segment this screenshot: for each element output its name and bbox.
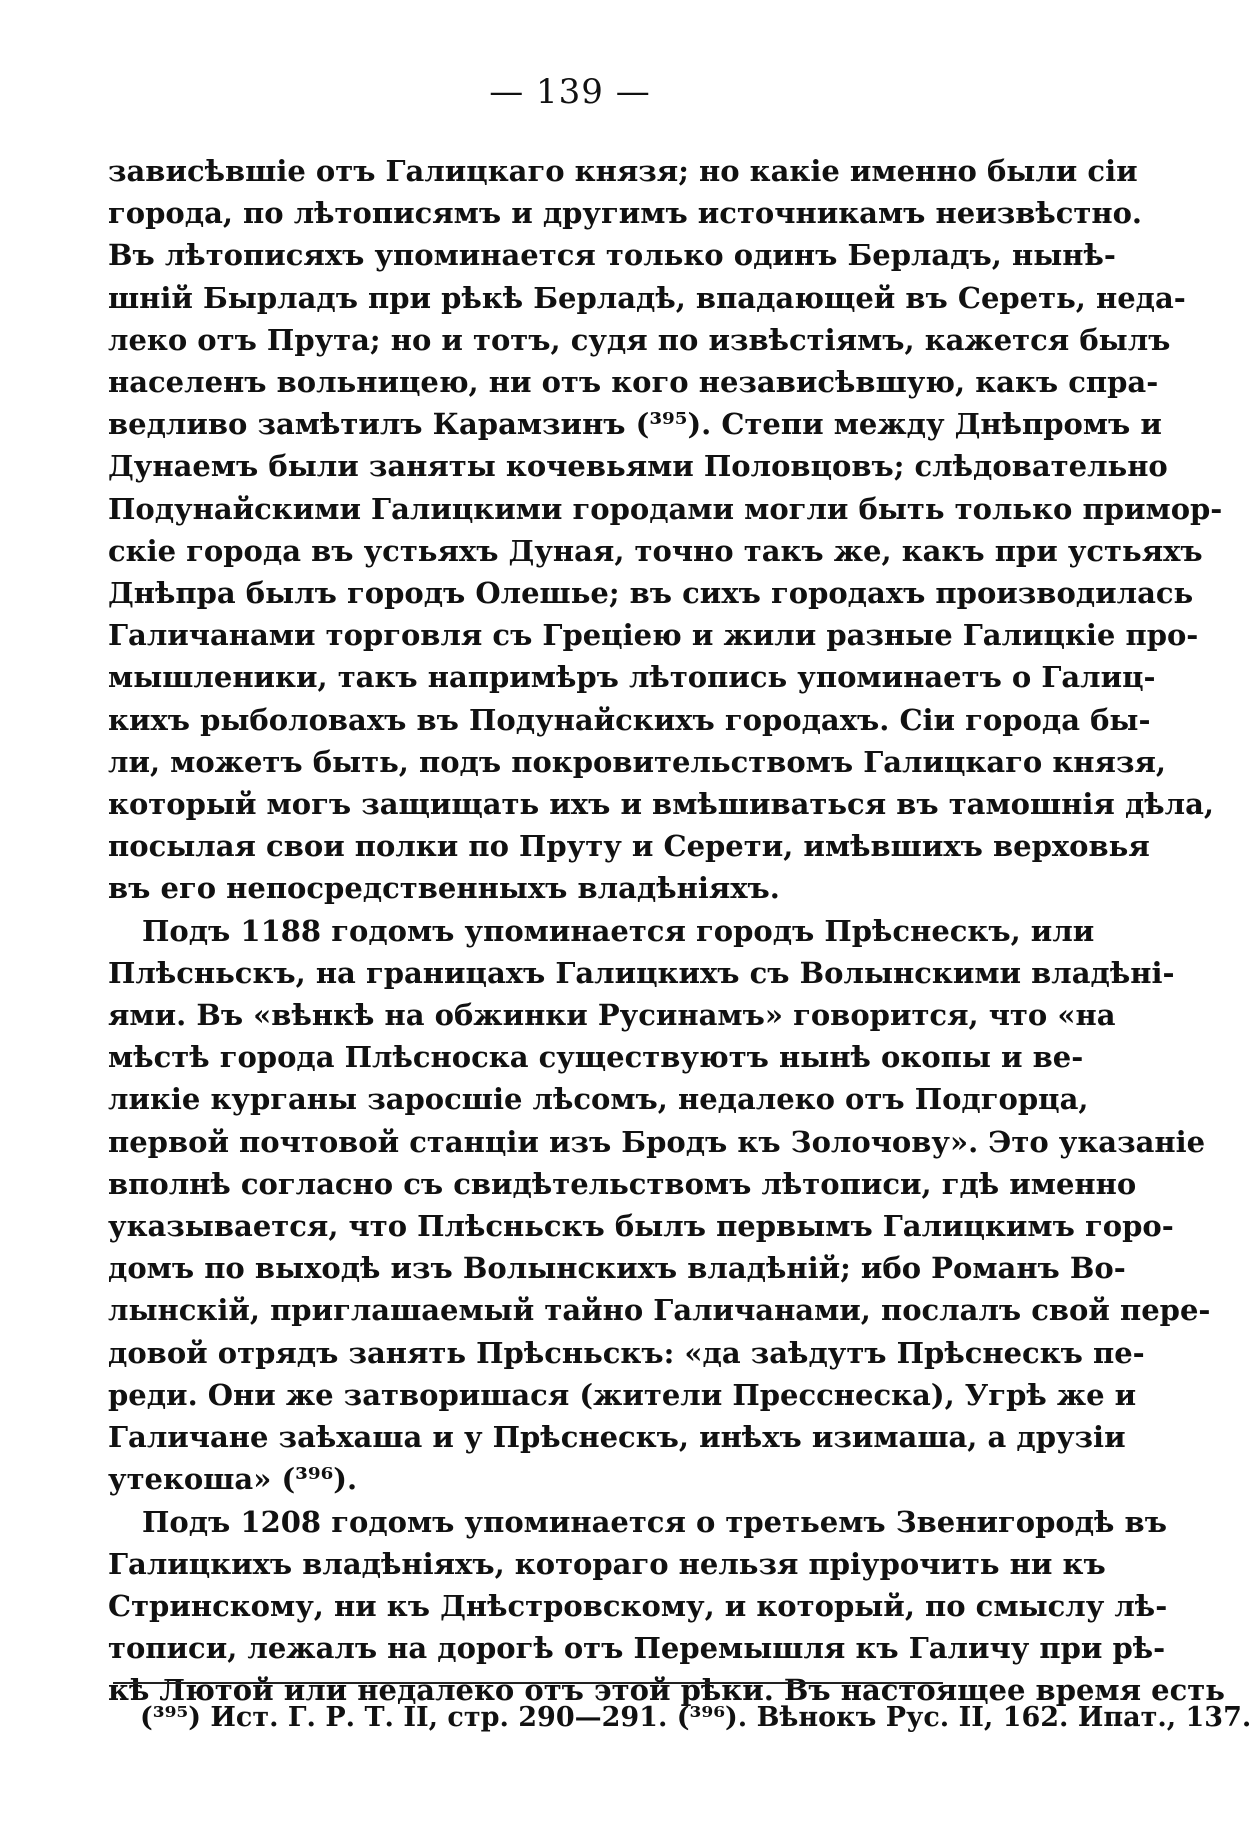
text-line: зависѣвшіе отъ Галицкаго князя; но какіе именно были сіи (108, 154, 1138, 188)
text-line: довой отрядъ занять Прѣсньскъ: «да заѣдутъ Прѣснескъ пе- (108, 1335, 1145, 1370)
text-line: ями. Въ «вѣнкѣ на обжинки Русинамъ» говорится, что «на (108, 998, 1116, 1033)
text-line: кихъ рыболовахъ въ Подунайскихъ городахъ. Сіи города бы- (108, 702, 1151, 737)
text-line: Подунайскими Галицкими городами могли быть только примор- (108, 491, 1223, 526)
text-line: реди. Они же затворишася (жители Пресснеска), Угрѣ же и (108, 1377, 1137, 1412)
text-line: тописи, лежалъ на дорогѣ отъ Перемышля къ Галичу при рѣ- (108, 1631, 1166, 1666)
footnote-divider (113, 1682, 943, 1684)
text-line: ликіе курганы заросшіе лѣсомъ, недалеко отъ Подгорца, (108, 1082, 1089, 1117)
text-line: указывается, что Плѣсньскъ былъ первымъ Галицкимъ горо- (108, 1209, 1174, 1244)
text-line: который могъ защищать ихъ и вмѣшиваться въ тамошнія дѣла, (108, 787, 1214, 822)
text-line: Днѣпра былъ городъ Олешье; въ сихъ городахъ производилась (108, 576, 1194, 611)
text-line: шній Бырладъ при рѣкѣ Берладѣ, впадающей въ Сереть, неда- (108, 280, 1186, 315)
text-line: Плѣсньскъ, на границахъ Галицкихъ съ Волынскими владѣні- (108, 955, 1175, 990)
text-line: домъ по выходѣ изъ Волынскихъ владѣній; ибо Романъ Во- (108, 1251, 1126, 1286)
text-line: Дунаемъ были заняты кочевьями Половцовъ; слѣдовательно (108, 449, 1168, 484)
text-line: кѣ Лютой или недалеко отъ этой рѣки. Въ настоящее время есть (108, 1673, 1225, 1708)
page-number: — 139 — (489, 72, 651, 112)
footnote: (³⁹⁵) Ист. Г. Р. Т. II, стр. 290—291. (³⁹⁶). Вѣнокъ Рус. II, 162. Ипат., 137. (140, 1702, 1251, 1733)
text-line: населенъ вольницею, ни отъ кого независѣвшую, какъ спра- (108, 365, 1159, 400)
text-line: утекоша» (³⁹⁶). (108, 1462, 358, 1497)
text-line: Галичанами торговля съ Греціею и жили разные Галицкіе про- (108, 618, 1199, 653)
body-text (108, 150, 1225, 1712)
text-line: первой почтовой станціи изъ Бродъ къ Золочову». Это указаніе (108, 1124, 1206, 1159)
text-line: Подъ 1188 годомъ упоминается городъ Прѣснескъ, или (142, 913, 1095, 948)
text-line: посылая свои полки по Пруту и Серети, имѣвшихъ верховья (108, 829, 1150, 864)
text-line: Подъ 1208 годомъ упоминается о третьемъ Звенигородѣ въ (142, 1504, 1167, 1539)
text-line: ли, можетъ быть, подъ покровительствомъ Галицкаго князя, (108, 744, 1166, 779)
text-line: лынскій, приглашаемый тайно Галичанами, послалъ свой пере- (108, 1293, 1211, 1328)
text-line: Въ лѣтописяхъ упоминается только одинъ Берладъ, нынѣ- (108, 238, 1116, 273)
text-line: въ его непосредственныхъ владѣніяхъ. (108, 871, 780, 906)
text-line: мышленики, такъ напримѣръ лѣтопись упоминаетъ о Галиц- (108, 660, 1156, 695)
text-line: мѣстѣ города Плѣсноска существуютъ нынѣ окопы и ве- (108, 1040, 1084, 1075)
text-line: леко отъ Прута; но и тотъ, судя по извѣстіямъ, кажется былъ (108, 322, 1171, 357)
text-line: скіе города въ устьяхъ Дуная, точно такъ же, какъ при устьяхъ (108, 533, 1203, 568)
text-line: ведливо замѣтилъ Карамзинъ (³⁹⁵). Степи между Днѣпромъ и (108, 407, 1162, 442)
text-line: Галичане заѣхаша и у Прѣснескъ, инѣхъ изимаша, а друзіи (108, 1420, 1126, 1455)
text-line: Галицкихъ владѣніяхъ, котораго нельзя пріурочить ни къ (108, 1546, 1106, 1581)
text-line: вполнѣ согласно съ свидѣтельствомъ лѣтописи, гдѣ именно (108, 1166, 1137, 1201)
text-line: города, по лѣтописямъ и другимъ источникамъ неизвѣстно. (108, 196, 1143, 231)
text-line: Стринскому, ни къ Днѣстровскому, и который, по смыслу лѣ- (108, 1588, 1168, 1623)
